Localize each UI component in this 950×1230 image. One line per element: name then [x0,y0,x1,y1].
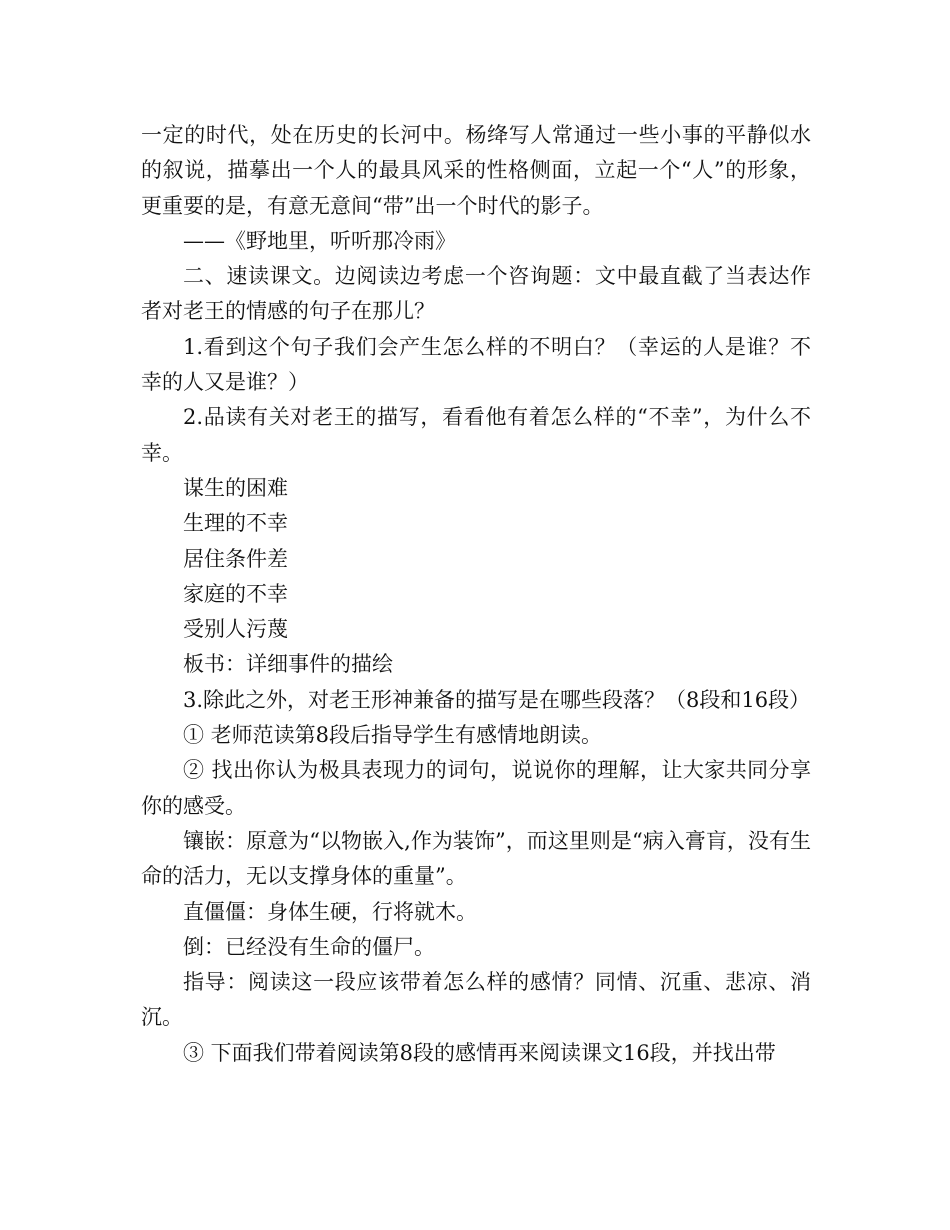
quote-source: ——《野地里，听听那冷雨》 [183,228,456,253]
question-2: 2.品读有关对老王的描写，看看他有着怎么样的“不幸”，为什么不幸。 [141,405,811,465]
list-item: 受别人污蔑 [183,617,288,642]
question-1: 1.看到这个句子我们会产生怎么样的不明白？（幸运的人是谁？不幸的人又是谁？） [141,334,811,395]
reading-guidance: 指导：阅读这一段应该带着怎么样的感情？同情、沉重、悲凉、消沉。 [141,970,811,1030]
step-1: ① 老师范读第8段后指导学生有感情地朗读。 [183,723,603,748]
list-item: 谋生的困难 [183,475,288,500]
document-body [141,118,811,1071]
step-3: ③ 下面我们带着阅读第8段的感情再来阅读课文16段，并找出带 [183,1040,776,1065]
list-item: 生理的不幸 [183,511,288,536]
word-explanation: 倒：已经没有生命的僵尸。 [183,934,435,959]
question-3: 3.除此之外，对老王形神兼备的描写是在哪些段落？（8段和16段） [183,687,811,712]
paragraph-intro-continued: 一定的时代，处在历史的长河中。杨绛写人常通过一些小事的平静似水的叙说，描摹出一个人的最具风采的性格侧面，立起一个“人”的形象，更重要的是，有意无意间“带”出一个时代的影子。 [141,123,811,218]
word-explanation: 镶嵌：原意为“以物嵌入,作为装饰”，而这里则是“病入膏肓，没有生命的活力，无以支撑身体的重量”。 [141,828,811,889]
step-2: ② 找出你认为极具表现力的词句，说说你的理解，让大家共同分享你的感受。 [141,758,811,818]
list-item: 居住条件差 [183,546,288,571]
blackboard-note: 板书：详细事件的描绘 [183,652,393,677]
word-explanation: 直僵僵：身体生硬，行将就木。 [183,899,477,924]
section-two-heading: 二、速读课文。边阅读边考虑一个咨询题：文中最直截了当表达作者对老王的情感的句子在那儿？ [141,264,811,324]
list-item: 家庭的不幸 [183,581,288,606]
